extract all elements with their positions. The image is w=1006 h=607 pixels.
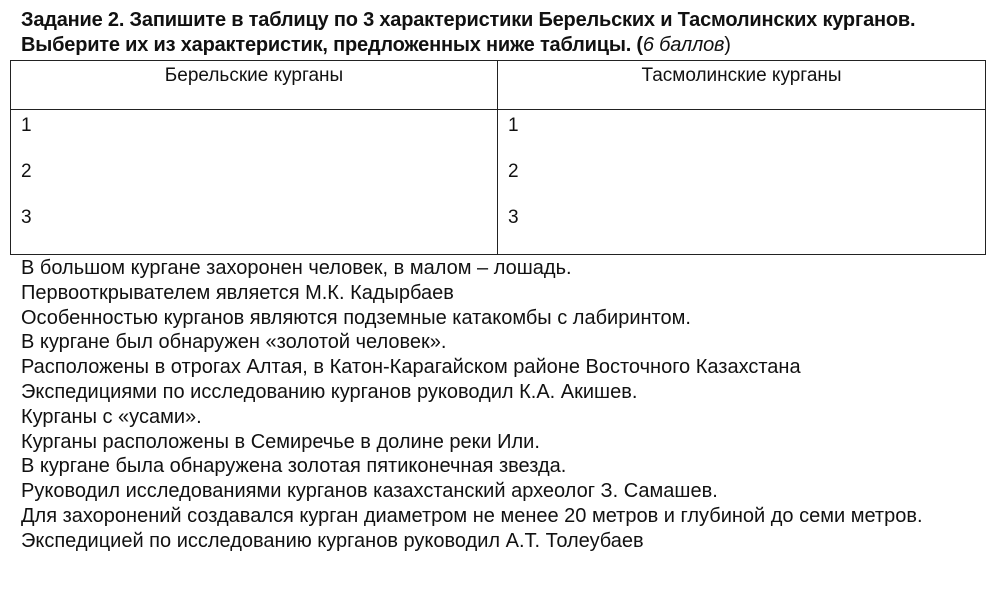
header-berel: Берельские курганы (11, 61, 498, 110)
answer-cell-tasmola[interactable] (498, 110, 986, 255)
list-item: Руководил исследованиями курганов казахстанский археолог З. Самашев. (21, 480, 718, 503)
row-number: 1 (21, 115, 32, 136)
characteristics-list (21, 256, 981, 554)
list-item: Экспедицией по исследованию курганов руководил А.Т. Толеубаев (21, 529, 644, 552)
task-points-value: 6 баллов (642, 34, 725, 56)
list-item: Экспедициями по исследованию курганов руководил К.А. Акишев. (21, 380, 638, 403)
task-points (643, 34, 731, 56)
task-title-text: Задание 2. Запишите в таблицу по 3 характеристики Берельских и Тасмолинских курганов. Выберите их из характеристик, предложенных ниже таблицы. ( (21, 9, 916, 56)
list-item: Расположены в отрогах Алтая, в Катон-Карагайском районе Восточного Казахстана (21, 356, 801, 379)
table-body-row (11, 110, 986, 255)
row-number: 2 (508, 161, 519, 182)
list-item: Курганы расположены в Семиречье в долине реки Или. (21, 430, 540, 453)
list-item: В кургане был обнаружен «золотой человек». (21, 331, 447, 354)
list-item: Для захоронений создавался курган диаметром не менее 20 метров и глубиной до семи метров. (21, 504, 923, 527)
list-item: Первооткрывателем является М.К. Кадырбаев (21, 281, 454, 304)
answer-table (10, 60, 986, 255)
row-number: 3 (21, 207, 32, 228)
list-item: Курганы с «усами». (21, 405, 202, 428)
list-item: В большом кургане захоронен человек, в малом – лошадь. (21, 257, 572, 279)
row-number: 1 (508, 115, 519, 136)
list-item: В кургане была обнаружена золотая пятиконечная звезда. (21, 455, 567, 478)
header-tasmola: Тасмолинские курганы (498, 61, 986, 110)
row-number: 3 (508, 207, 519, 228)
answer-cell-berel[interactable] (11, 110, 498, 255)
task-title (21, 8, 996, 58)
table-header-row (11, 61, 986, 110)
row-number: 2 (21, 161, 32, 182)
task-title-end: ) (724, 34, 731, 56)
list-item: Особенностью курганов являются подземные катакомбы с лабиринтом. (21, 306, 691, 329)
